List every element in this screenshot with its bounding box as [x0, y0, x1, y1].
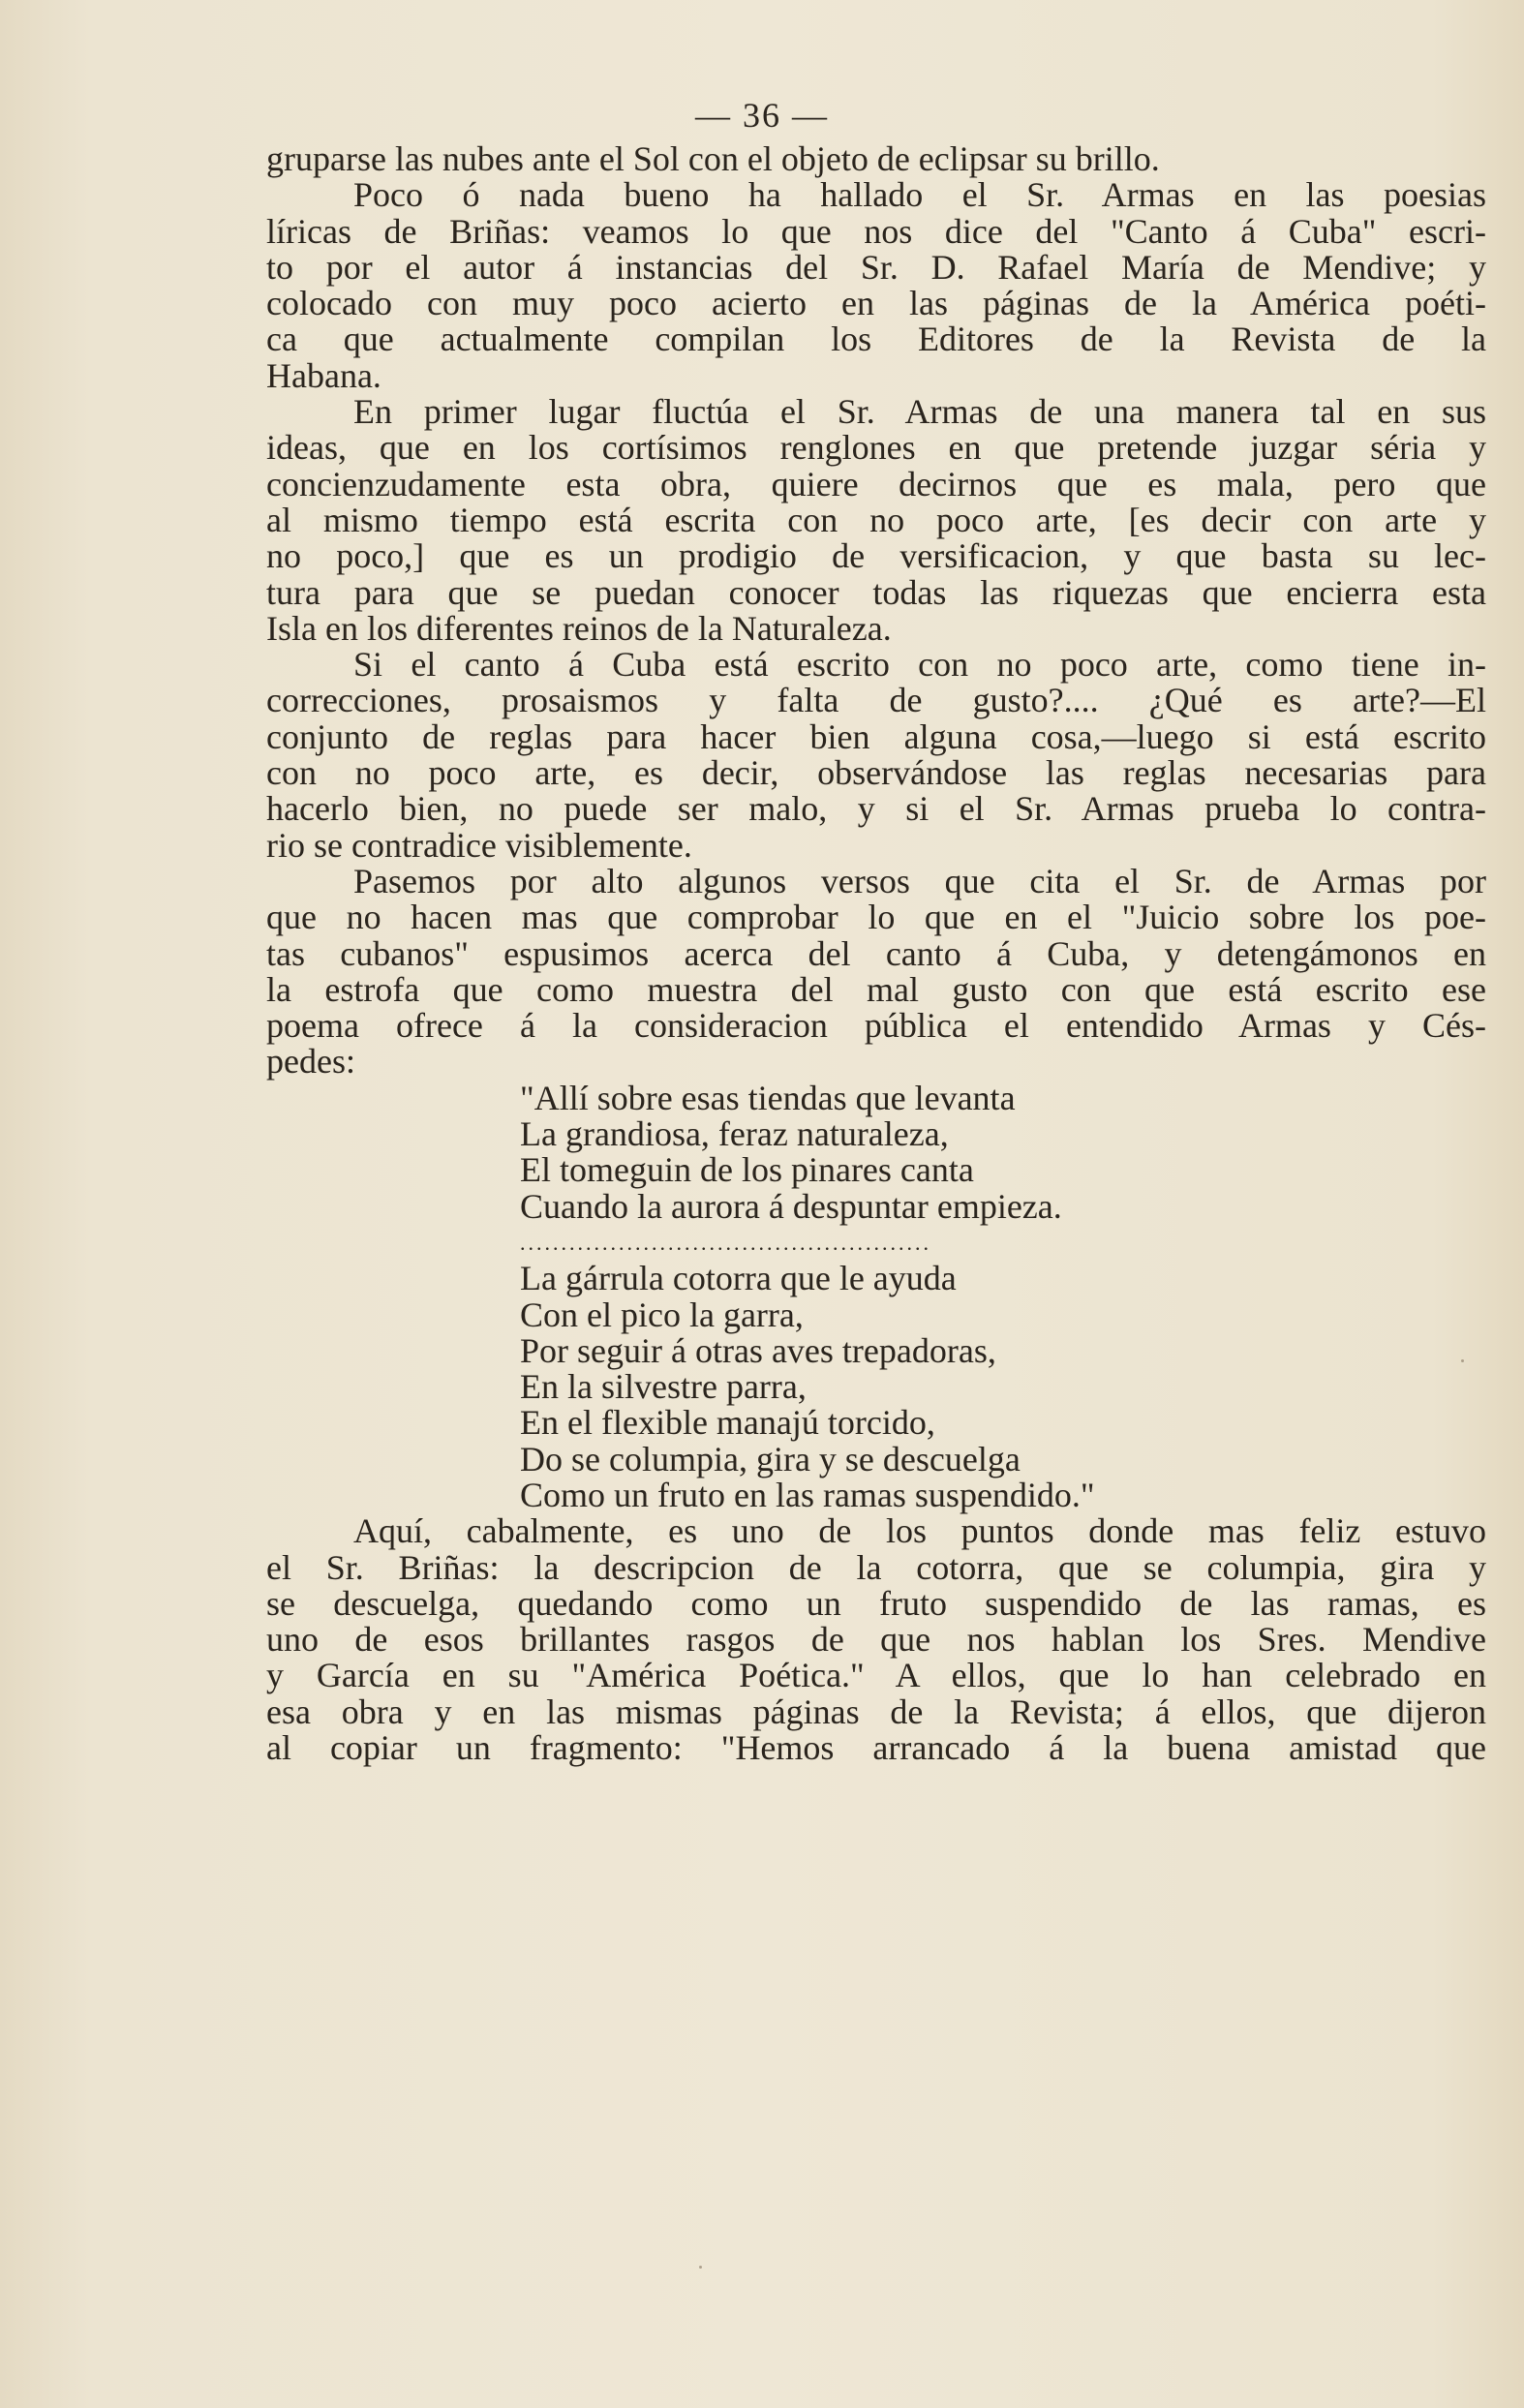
text-line: la estrofa que como muestra del mal gusto con que está escrito ese	[266, 969, 1486, 1009]
text-line: tas cubanos" espusimos acerca del canto á Cuba, y detengámonos en	[266, 933, 1486, 973]
page-number: — 36 —	[695, 96, 829, 135]
text-line: uno de esos brillantes rasgos de que nos hablan los Sres. Mendive	[266, 1620, 1486, 1660]
verse-line: Cuando la aurora á despuntar empieza.	[520, 1186, 1062, 1226]
verse-line: Con el pico la garra,	[520, 1295, 804, 1334]
text-line: gruparse las nubes ante el Sol con el objeto de eclipsar su brillo.	[266, 139, 1160, 178]
text-line: al mismo tiempo está escrita con no poco arte, [es decir con arte y	[266, 500, 1486, 539]
text-line: Si el canto á Cuba está escrito con no poco arte, como tiene in-	[353, 645, 1486, 685]
text-line: concienzudamente esta obra, quiere decirnos que es mala, pero que	[266, 464, 1486, 503]
text-line: En primer lugar fluctúa el Sr. Armas de una manera tal en sus	[353, 392, 1486, 432]
text-line: ca que actualmente compilan los Editores de la Revista de la	[266, 320, 1486, 359]
ellipsis-separator: ..................................................	[520, 1230, 931, 1255]
text-line: tura para que se puedan conocer todas las riquezas que encierra esta	[266, 572, 1486, 612]
text-line: hacerlo bien, no puede ser malo, y si el Sr. Armas prueba lo contra-	[266, 789, 1486, 829]
text-line: Aquí, cabalmente, es uno de los puntos donde mas feliz estuvo	[353, 1511, 1486, 1551]
text-line: esa obra y en las mismas páginas de la Revista; á ellos, que dijeron	[266, 1692, 1486, 1731]
text-line: no poco,] que es un prodigio de versificacion, y que basta su lec-	[266, 536, 1486, 576]
text-line: conjunto de reglas para hacer bien alguna cosa,—luego si está escrito	[266, 716, 1486, 756]
text-line: con no poco arte, es decir, observándose las reglas necesarias para	[266, 753, 1486, 793]
text-line: al copiar un fragmento: "Hemos arrancado á la buena amistad que	[266, 1728, 1486, 1768]
paper-speck	[699, 2266, 702, 2269]
text-line: Isla en los diferentes reinos de la Naturaleza.	[266, 608, 892, 648]
verse-line: Do se columpia, gira y se descuelga	[520, 1439, 1021, 1478]
verse-line: Por seguir á otras aves trepadoras,	[520, 1330, 996, 1370]
paper-speck	[1461, 1359, 1464, 1362]
text-line: y García en su "América Poética." A ellos, que lo han celebrado en	[266, 1656, 1486, 1695]
text-line: to por el autor á instancias del Sr. D. Rafael María de Mendive; y	[266, 247, 1486, 287]
text-line: pedes:	[266, 1042, 355, 1082]
text-line: poema ofrece á la consideracion pública el entendido Armas y Cés-	[266, 1006, 1486, 1046]
text-line: Pasemos por alto algunos versos que cita el Sr. de Armas por	[353, 861, 1486, 900]
text-line: líricas de Briñas: veamos lo que nos dice del "Canto á Cuba" escri-	[266, 211, 1486, 251]
body-text	[266, 141, 1486, 1766]
text-line: Habana.	[266, 355, 381, 395]
verse-line: La grandiosa, feraz naturaleza,	[520, 1114, 949, 1154]
text-line: colocado con muy poco acierto en las páginas de la América poéti-	[266, 284, 1486, 323]
verse-line: En el flexible manajú torcido,	[520, 1403, 935, 1443]
text-line: correcciones, prosaismos y falta de gusto?.... ¿Qué es arte?—El	[266, 681, 1486, 720]
text-line: se descuelga, quedando como un fruto suspendido de las ramas, es	[266, 1583, 1486, 1623]
verse-line: En la silvestre parra,	[520, 1367, 807, 1407]
verse-line: Como un fruto en las ramas suspendido."	[520, 1475, 1095, 1514]
text-line: ideas, que en los cortísimos renglones en que pretende juzgar séria y	[266, 428, 1486, 468]
text-line: que no hacen mas que comprobar lo que en el "Juicio sobre los poe-	[266, 898, 1486, 937]
verse-line: El tomeguin de los pinares canta	[520, 1150, 974, 1190]
text-line: rio se contradice visiblemente.	[266, 825, 692, 865]
text-line: el Sr. Briñas: la descripcion de la cotorra, que se columpia, gira y	[266, 1547, 1486, 1587]
verse-line: "Allí sobre esas tiendas que levanta	[520, 1078, 1016, 1117]
verse-line: La gárrula cotorra que le ayuda	[520, 1259, 957, 1298]
text-line: Poco ó nada bueno ha hallado el Sr. Armas en las poesias	[353, 175, 1486, 215]
